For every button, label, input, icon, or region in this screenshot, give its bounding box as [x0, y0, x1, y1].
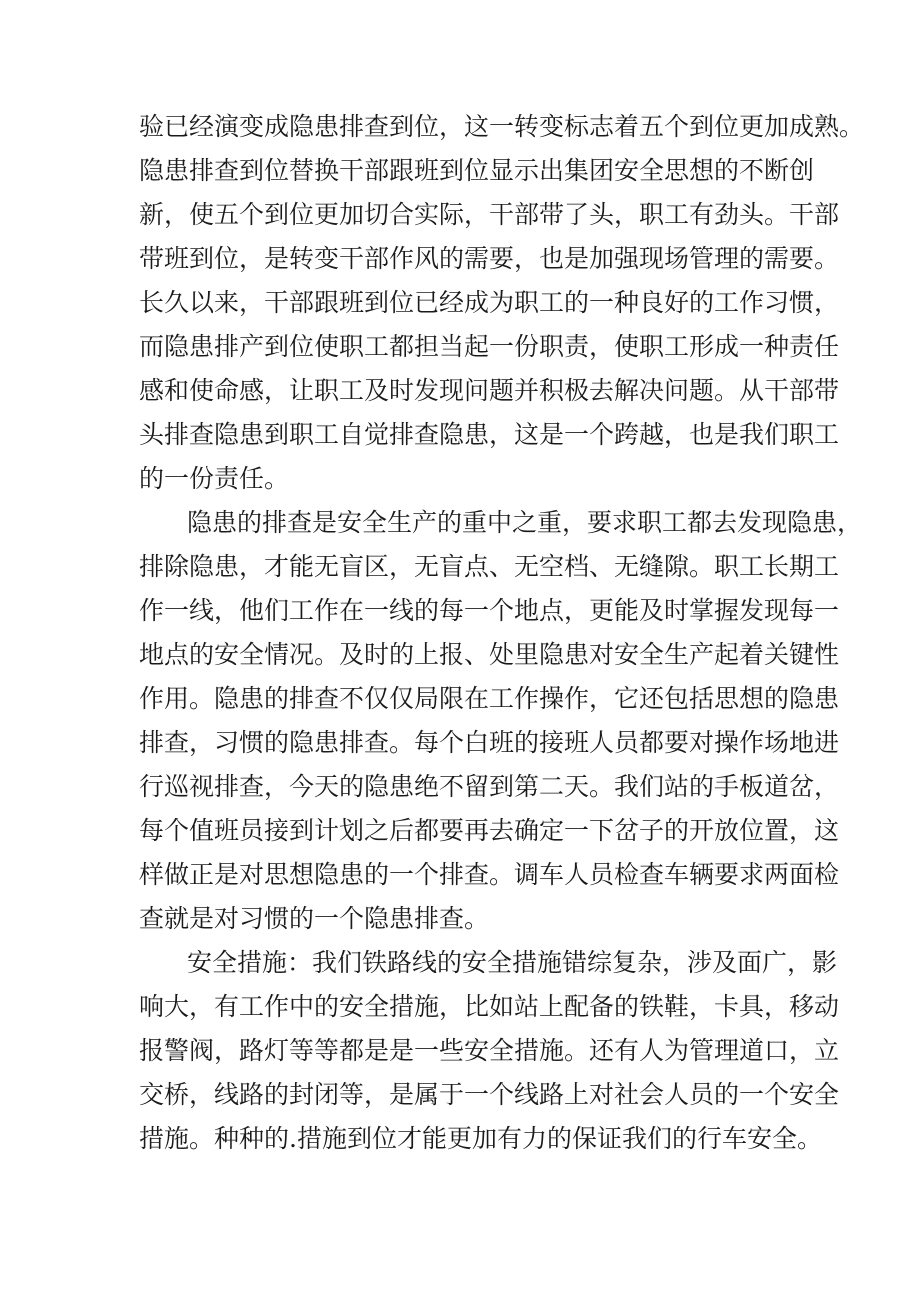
text-line: 样做正是对思想隐患的一个排查。调车人员检查车辆要求两面检 [139, 860, 840, 889]
text-line: 头排查隐患到职工自觉排查隐患，这是一个跨越，也是我们职工 [139, 420, 840, 449]
text-line: 措施。种种的.措施到位才能更加有力的保证我们的行车安全。 [139, 1124, 822, 1153]
text-line: 行巡视排查，今天的隐患绝不留到第二天。我们站的手板道岔， [139, 772, 840, 801]
text-line: 的一份责任。 [139, 464, 290, 493]
text-line: 排除隐患，才能无盲区，无盲点、无空档、无缝隙。职工长期工 [139, 552, 840, 581]
text-line: 而隐患排产到位使职工都担当起一份职责，使职工形成一种责任 [139, 332, 840, 361]
text-line: 响大，有工作中的安全措施，比如站上配备的铁鞋，卡具，移动 [139, 992, 840, 1021]
text-line: 隐患排查到位替换干部跟班到位显示出集团安全思想的不断创 [139, 156, 815, 185]
text-line: 新，使五个到位更加切合实际，干部带了头，职工有劲头。干部 [139, 200, 840, 229]
text-line: 交桥，线路的封闭等，是属于一个线路上对社会人员的一个安全 [139, 1080, 840, 1109]
text-line: 作一线，他们工作在一线的每一个地点，更能及时掌握发现每一 [139, 596, 840, 625]
text-line: 验已经演变成隐患排查到位，这一转变标志着五个到位更加成熟。 [139, 112, 865, 141]
text-line: 带班到位，是转变干部作风的需要，也是加强现场管理的需要。 [139, 244, 840, 273]
text-line: 每个值班员接到计划之后都要再去确定一下岔子的开放位置，这 [139, 816, 840, 845]
text-line: 地点的安全情况。及时的上报、处里隐患对安全生产起着关键性 [139, 640, 840, 669]
text-line: 隐患的排查是安全生产的重中之重，要求职工都去发现隐患， [187, 508, 863, 537]
text-line: 报警阀，路灯等等都是是一些安全措施。还有人为管理道口，立 [139, 1036, 840, 1065]
text-line: 作用。隐患的排查不仅仅局限在工作操作，它还包括思想的隐患 [139, 684, 840, 713]
text-line: 感和使命感，让职工及时发现问题并积极去解决问题。从干部带 [139, 376, 840, 405]
text-line: 查就是对习惯的一个隐患排查。 [139, 904, 490, 933]
text-line: 排查，习惯的隐患排查。每个白班的接班人员都要对操作场地进 [139, 728, 840, 757]
text-line: 安全措施：我们铁路线的安全措施错综复杂，涉及面广，影 [187, 948, 838, 977]
text-line: 长久以来，干部跟班到位已经成为职工的一种良好的工作习惯， [139, 288, 840, 317]
